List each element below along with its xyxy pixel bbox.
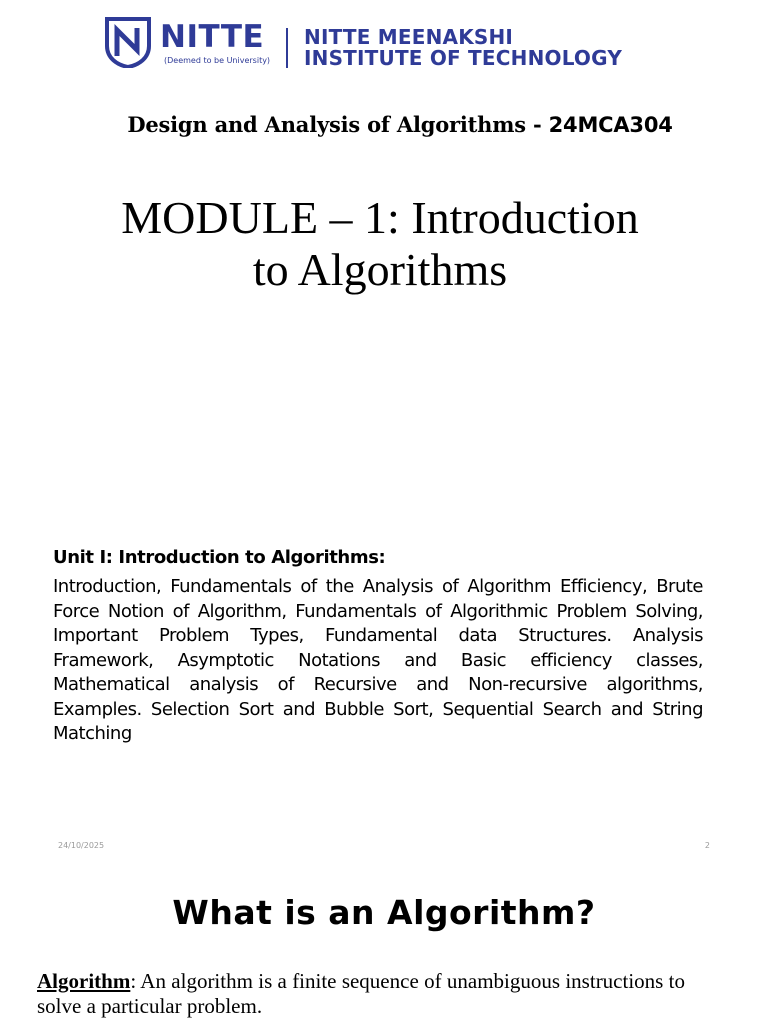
slide-title: What is an Algorithm?	[172, 893, 596, 932]
module-title	[60, 192, 700, 296]
logo-wordmark: NITTE	[160, 19, 265, 55]
logo-divider	[286, 28, 288, 68]
unit-syllabus	[53, 546, 703, 747]
module-title-line1: MODULE – 1: Introduction	[121, 192, 639, 243]
institute-name-line1: NITTE MEENAKSHI	[304, 25, 514, 49]
course-title-text: Design and Analysis of Algorithms -	[127, 112, 549, 137]
course-code: 24MCA304	[548, 113, 673, 137]
institution-logo	[104, 16, 664, 72]
course-title	[0, 112, 768, 137]
unit-heading: Unit I: Introduction to Algorithms:	[53, 547, 386, 568]
slide-date: 24/10/2025	[58, 841, 105, 850]
algorithm-definition	[37, 969, 685, 1019]
logo-subtitle: (Deemed to be University)	[164, 56, 271, 65]
slide-number: 2	[704, 841, 710, 850]
unit-description: Introduction, Fundamentals of the Analysis of Algorithm Efficiency, Brute Force Notion of Algorithm, Fundamentals of Algorithmic Problem Solving, Important Problem Types, Fundamental data Structures. Analysis Framework, Asymptotic Notations and Basic efficiency classes, Mathematical analysis of Recursive and Non-recursive algorithms, Examples. Selection Sort and Bubble Sort, Sequential Search and String Matching	[53, 576, 703, 744]
definition-text: : An algorithm is a finite sequence of unambiguous instructions to solve a particular problem.	[37, 969, 685, 1018]
slide-footer	[58, 841, 710, 853]
institute-name-line2: INSTITUTE OF TECHNOLOGY	[304, 46, 622, 70]
definition-term: Algorithm	[37, 969, 131, 993]
institute-name	[304, 27, 622, 69]
module-title-line2: to Algorithms	[252, 244, 508, 295]
nitte-emblem-icon	[104, 16, 152, 68]
